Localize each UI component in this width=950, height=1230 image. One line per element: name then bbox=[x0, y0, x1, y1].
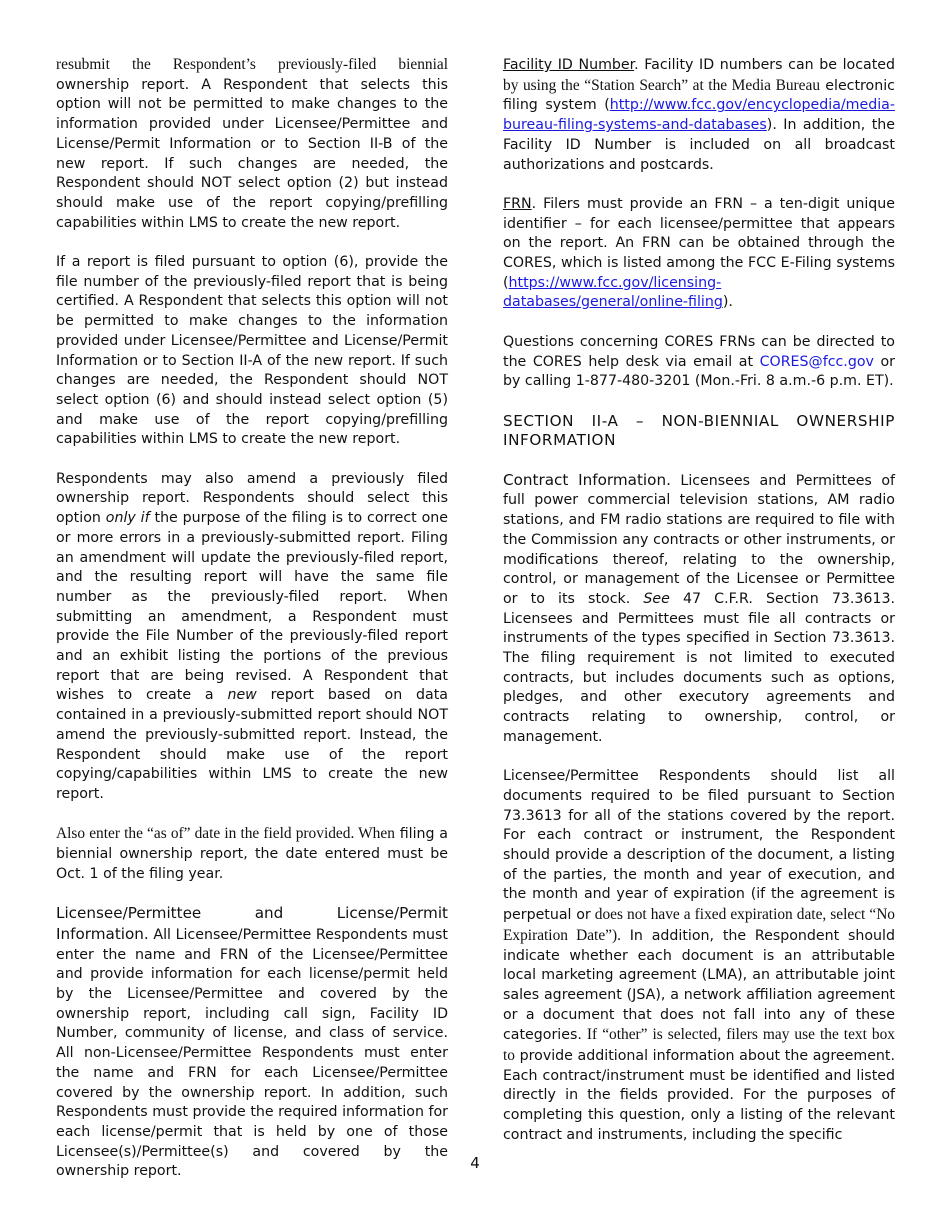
media-bureau-filing-link[interactable]: http://www.fcc.gov/encyclopedia/media-bureau-filing-systems-and-databases bbox=[503, 97, 895, 134]
paragraph-resubmit: resubmit the Respondent’s previously-filed biennial ownership report. A Respondent that selects this option will not be permitted to make changes to the information provided under Licensee/Permittee and License/Permit Information or to Section II-B of the new report. If such changes are needed, the Respondent should NOT select option (2) but instead should make use of the report copying/prefilling capabilities within LMS to create the new report. bbox=[56, 56, 448, 231]
section-heading: SECTION II-A – NON-BIENNIAL OWNERSHIP INFORMATION bbox=[503, 411, 895, 450]
paragraph-amend: Respondents may also amend a previously filed ownership report. Respondents should select this option only if the purpose of the filing is to correct one or more errors in a previously-submitted report. Filing an amendment will update the previously-filed report, and the resulting report will have the same file number as the previously-filed report. When submitting an amendment, a Respondent must provide the File Number of the previously-filed report and an exhibit listing the portions of the previous report that are being revised. A Respondent that wishes to create a new report based on data contained in a previously-submitted report should NOT amend the previously-submitted report. Instead, the Respondent should make use of the report copying/capabilities within LMS to create the new report. bbox=[56, 470, 448, 802]
paragraph-option-6: If a report is filed pursuant to option (6), provide the file number of the previously-filed report that is being certified. A Respondent that selects this option will not be permitted to make changes to the information provided under Licensee/Permittee and License/Permit Information or to Section II-A of the new report. If such changes are needed, the Respondent should NOT select option (6) and should instead select option (5) and make use of the report copying/prefilling capabilities within LMS to create the new report. bbox=[56, 254, 448, 448]
paragraph-frn: FRN. Filers must provide an FRN – a ten-digit unique identifier – for each licensee/permittee that appears on the report. An FRN can be obtained through the CORES, which is listed among the FCC E-Filing systems (https://www.fcc.gov/licensing-databases/general/online-filing). bbox=[503, 195, 895, 311]
paragraph-facility-id: Facility ID Number. Facility ID numbers can be located by using the “Station Search” at the Media Bureau electronic filing system (http://www.fcc.gov/encyclopedia/media-bureau-filing-systems-and-databases). In addition, the Facility ID Number is included on all broadcast authorizations and postcards. bbox=[503, 57, 896, 173]
page-number: 4 bbox=[470, 1154, 480, 1172]
online-filing-link[interactable]: https://www.fcc.gov/licensing-databases/general/online-filing bbox=[503, 274, 723, 311]
paragraph-license-info: Licensee/Permittee and License/Permit Information. All Licensee/Permittee Respondents must enter the name and FRN of the Licensee/Permittee and provide information for each license/permit held by the Licensee/Permittee and covered by the ownership report, including call sign, Facility ID Number, community of license, and class of service. All non-Licensee/Permittee Respondents must enter the name and FRN for each Licensee/Permittee covered by the ownership report. In addition, such Respondents must provide the required information for each license/permit that is held by one of those Licensee(s)/Permittee(s) and covered by the ownership report. bbox=[56, 904, 448, 1180]
facility-id-label: Facility ID Number bbox=[503, 57, 635, 73]
paragraph-contract-info: Contract Information. Licensees and Permittees of full power commercial television stations, AM radio stations, and FM radio stations are required to file with the Commission any contracts or other instruments, or modifications thereof, relating to the ownership, control, or management of the Licensee or Permittee or to its stock. See 47 C.F.R. Section 73.3613. Licensees and Permittees must file all contracts or instruments of the types specified in Section 73.3613. The filing requirement is not limited to executed contracts, but includes documents such as options, pledges, and other executory agreements and contracts relating to ownership, control, or management. bbox=[503, 470, 896, 745]
paragraph-as-of-date: Also enter the “as of” date in the field provided. When filing a biennial ownership report, the date entered must be Oct. 1 of the filing year. bbox=[56, 825, 449, 882]
frn-label: FRN bbox=[503, 195, 532, 212]
left-column bbox=[56, 55, 448, 1202]
license-info-heading: Licensee/Permittee and License/Permit Information. bbox=[56, 904, 448, 943]
contract-info-heading: Contract Information. bbox=[503, 470, 671, 489]
paragraph-licensee-respondents: Licensee/Permittee Respondents should list all documents required to be filed pursuant to Section 73.3613 for all of the stations covered by the report. For each contract or instrument, the Respondent should provide a description of the document, a listing of the parties, the month and year of execution, and the month and year of expiration (if the agreement is perpetual or does not have a fixed expiration date, select “No Expiration Date”). In addition, the Respondent should indicate whether each document is an attributable local marketing agreement (LMA), an attributable joint sales agreement (JSA), a network affiliation agreement or a document that does not fall into any of these categories. If “other” is selected, filers may use the text box to provide additional information about the agreement. Each contract/instrument must be identified and listed directly in the fields provided. For the purposes of completing this question, only a listing of the relevant contract and instruments, including the specific bbox=[503, 768, 896, 1143]
cores-email-link[interactable]: CORES@fcc.gov bbox=[759, 353, 874, 370]
right-column bbox=[503, 55, 895, 1165]
paragraph-cores-questions: Questions concerning CORES FRNs can be directed to the CORES help desk via email at CORES@fcc.gov or by calling 1-877-480-3201 (Mon.-Fri. 8 a.m.-6 p.m. ET). bbox=[503, 333, 895, 390]
